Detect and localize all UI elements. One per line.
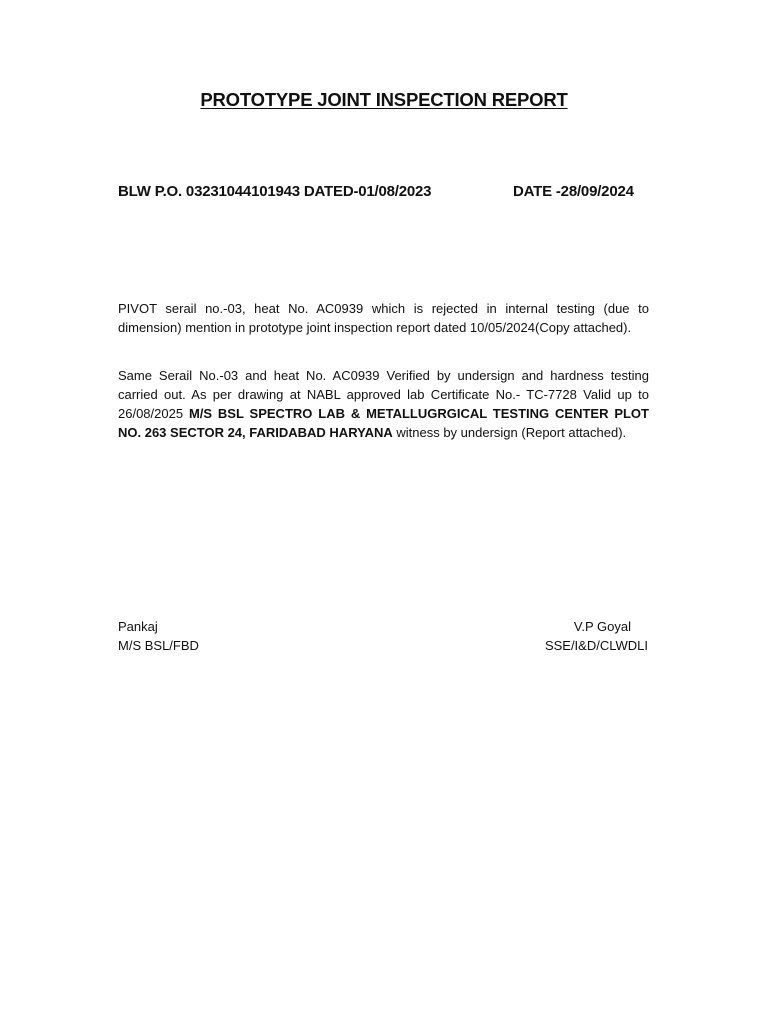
signature-left (118, 617, 199, 655)
signature-right (545, 617, 648, 655)
report-date: DATE -28/09/2024 (513, 183, 634, 200)
signatory-name-right: V.P Goyal (573, 619, 631, 634)
signatory-org-left: M/S BSL/FBD (118, 638, 199, 653)
paragraph-rejection: PIVOT serail no.-03, heat No. AC0939 which is rejected in internal testing (due to dimension) mention in prototype joint inspection report dated 10/05/2024(Copy attached). (118, 301, 649, 335)
signatory-org-right: SSE/I&D/CLWDLI (544, 638, 648, 653)
paragraph-verification-text: Same Serail No.-03 and heat No. AC0939 Verified by undersign and hardness testing carried out. As per drawing at NABL approved lab Certificate No.- TC-7728 Valid up to 26/08/2025 (118, 368, 649, 421)
lab-name: M/S BSL SPECTRO LAB & METALLUGRGICAL TESTING CENTER PLOT NO. 263 SECTOR 24, FARIDABAD HARYANA (118, 406, 649, 440)
signatory-name-left: Pankaj (118, 619, 158, 634)
paragraph-verification-tail: witness by undersign (Report attached). (392, 425, 627, 440)
paragraph-verification (118, 366, 649, 442)
report-title: PROTOTYPE JOINT INSPECTION REPORT (200, 89, 568, 110)
po-reference: BLW P.O. 03231044101943 DATED-01/08/2023 (118, 183, 432, 200)
